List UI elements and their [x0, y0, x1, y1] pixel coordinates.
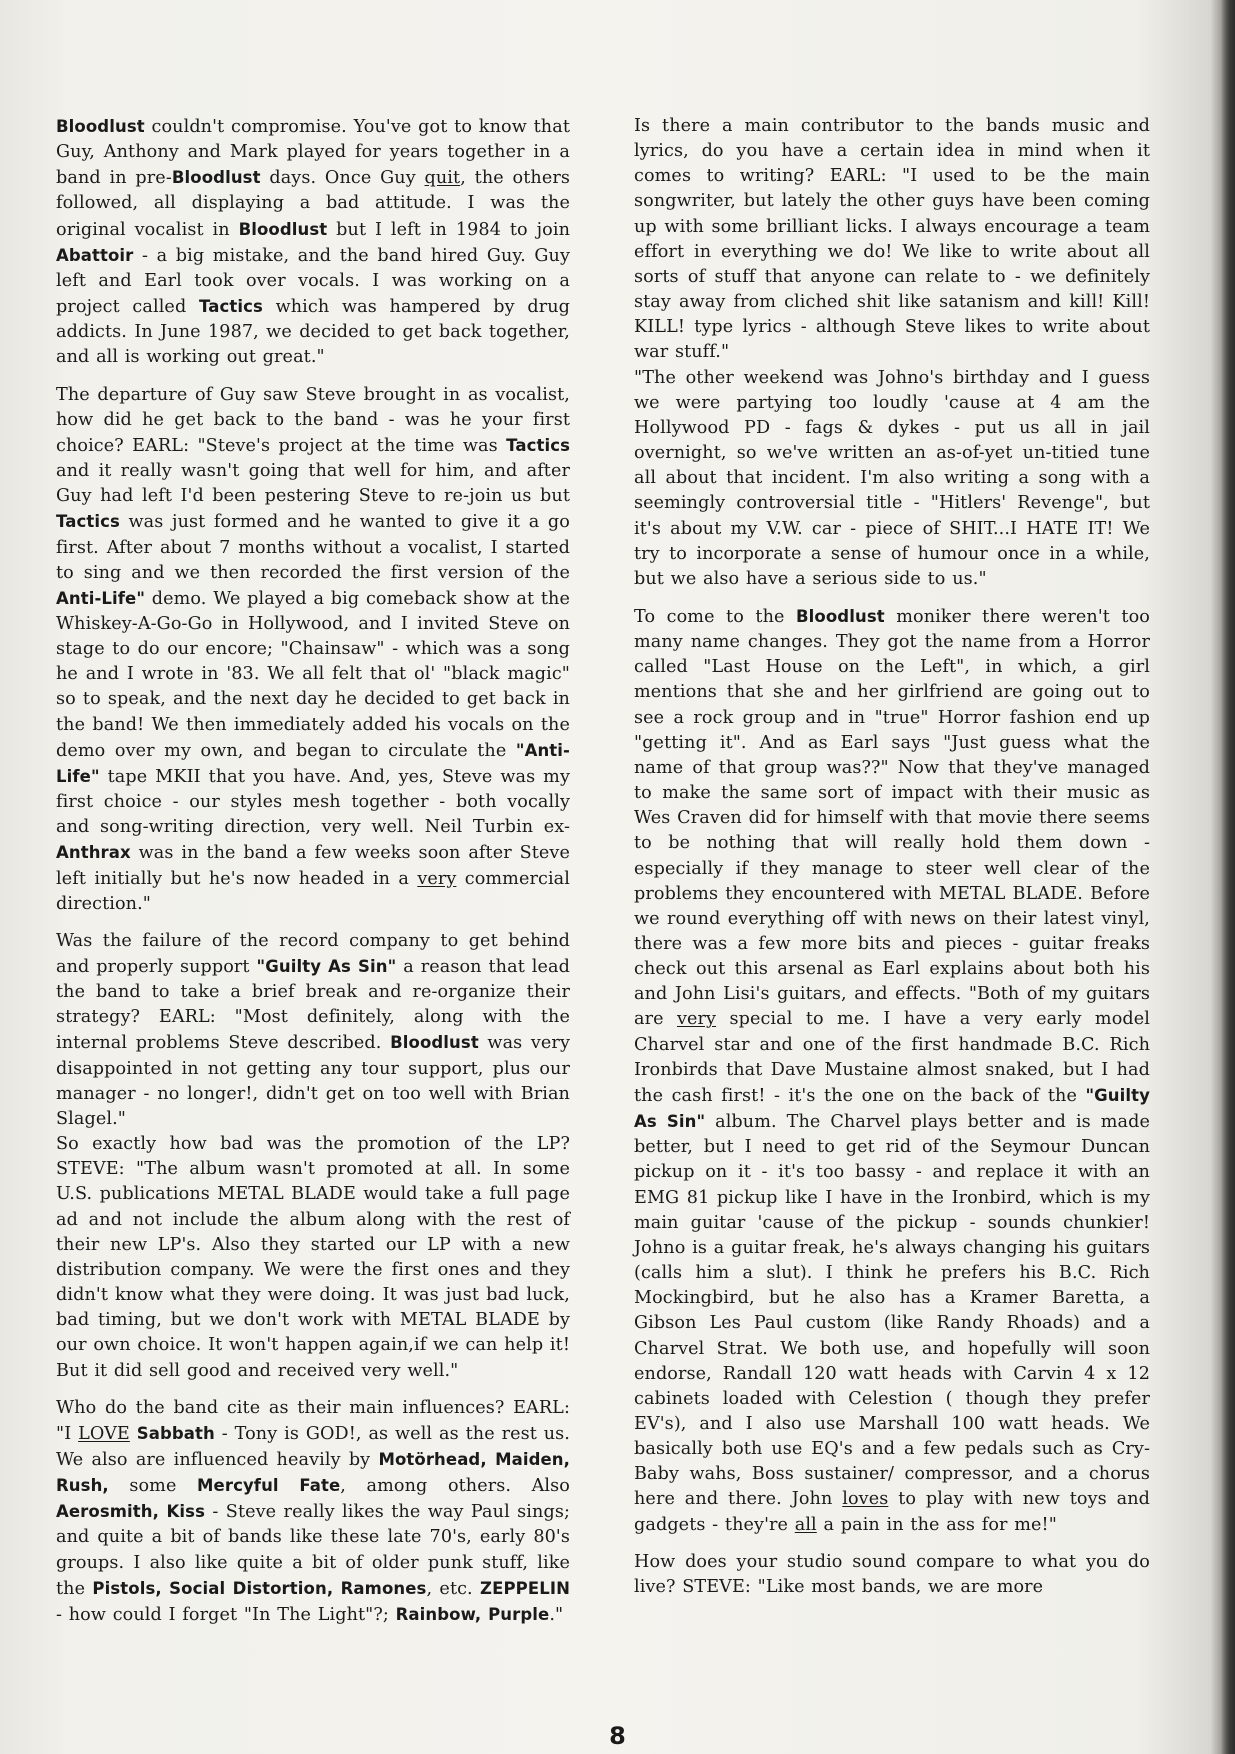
article-paragraph: [56, 929, 570, 1132]
text-run: Is there a main contributor to the bands music and lyrics, do you have a certain idea in mind when it comes to writing? EARL: "I used to be the main songwriter, but lately the other guys have been coming up with some brilliant licks. I always encourage a team effort in everything we do! We like to write about all sorts of stuff that anyone can relate to - we definitely stay away from cliched shit like satanism and kill! Kill! KILL! type lyrics - although Steve likes to write about war stuff.": [634, 116, 1150, 363]
text-run: tape MKII that you have. And, yes, Steve was my first choice - our styles mesh together - both vocally and song-writing direction, very well. Neil Turbin ex-: [56, 766, 570, 838]
text-run: and it really wasn't going that well for him, and after Guy had left I'd been pestering Steve to re-join us but: [56, 461, 570, 507]
bold-band-name: Tactics: [506, 435, 570, 455]
left-text-column: [56, 114, 570, 1640]
bold-band-name: Anti-Life": [56, 588, 146, 608]
text-run: was just formed and he wanted to give it a go first. After about 7 months without a vocalist, I started to sing and we then recorded the first version of the: [56, 512, 570, 583]
text-run: To come to the: [634, 606, 796, 627]
bold-band-name: Tactics: [56, 512, 120, 532]
text-run: , among others. Also: [340, 1476, 570, 1497]
underlined-emphasis: very: [417, 868, 457, 889]
text-run: - a big mistake, and the band hired Guy. Guy left and Earl took over vocals. I was working on a project called: [56, 245, 570, 318]
underlined-emphasis: loves: [842, 1489, 889, 1510]
bold-band-name: Aerosmith, Kiss: [56, 1502, 206, 1522]
underlined-emphasis: all: [794, 1514, 817, 1535]
bold-band-name: Abattoir: [56, 245, 134, 265]
article-paragraph: [56, 1132, 570, 1384]
bold-band-name: Tactics: [199, 297, 263, 317]
text-run: .": [549, 1604, 564, 1625]
underlined-emphasis: LOVE: [78, 1423, 130, 1444]
text-run: days. Once Guy: [260, 168, 425, 189]
text-run: So exactly how bad was the promotion of the LP? STEVE: "The album wasn't promoted at all. In some U.S. publications METAL BLADE would take a full page ad and not include the album along with the rest of their new LP's. Also they started our LP with a new distribution company. We were the first ones and they didn't know what they were doing. It was just bad luck, bad timing, but we don't work with METAL BLADE by our own choice. It won't happen again,if we can help it! But it did sell good and received very well.": [56, 1134, 570, 1381]
text-run: [130, 1424, 137, 1444]
bold-band-name: "Guilty As Sin": [634, 1085, 1150, 1132]
bold-band-name: Sabbath: [136, 1423, 215, 1443]
article-paragraph: [634, 366, 1150, 592]
text-run: "The other weekend was Johno's birthday and I guess we were partying too loudly 'cause at 4 am the Hollywood PD - fags & dykes - put us all in jail overnight, so we've written an as-of-yet un-titied tune all about that incident. I'm also writing a song with a seemingly controversial title - "Hitlers' Revenge", but it's about my V.W. car - piece of SHIT...I HATE IT! We try to incorporate a sense of humour once in a while, but we also have a serious side to us.": [634, 367, 1150, 589]
bold-band-name: Pistols, Social Distortion, Ramones: [92, 1578, 427, 1598]
bold-band-name: "Anti-Life": [56, 740, 570, 786]
text-run: a pain in the ass for me!": [816, 1514, 1057, 1535]
text-run: commercial direction.": [56, 868, 570, 914]
underlined-emphasis: very: [676, 1009, 717, 1030]
text-run: to play with new toys and gadgets - they're: [634, 1489, 1150, 1535]
underlined-emphasis: quit: [424, 168, 461, 189]
text-run: a reason that lead the band to take a brief break and re-organize their strategy? EARL: "Most definitely, along with the internal problems Steve described.: [56, 957, 570, 1054]
text-run: - Steve really likes the way Paul sings; and quite a bit of bands like these late 70's, early 80's groups. I also like quite a bit of older punk stuff, like the: [56, 1502, 570, 1599]
text-run: , the others followed, all displaying a bad attitude. I was the original vocalist in: [56, 168, 570, 240]
article-paragraph: [56, 383, 570, 917]
text-run: but I left in 1984 to join: [327, 219, 571, 240]
page-edge-shadow: [1221, 0, 1235, 1754]
text-run: which was hampered by drug addicts. In June 1987, we decided to get back together, and all is working out great.": [56, 297, 570, 368]
bold-band-name: Bloodlust: [56, 117, 145, 136]
text-run: , etc.: [426, 1578, 481, 1599]
text-run: Was the failure of the record company to get behind and properly support: [56, 930, 570, 977]
text-run: was in the band a few weeks soon after Steve left initially but he's now headed in a: [56, 843, 570, 889]
right-text-column: [634, 114, 1150, 1612]
article-paragraph: [634, 114, 1150, 366]
text-run: The departure of Guy saw Steve brought in as vocalist, how did he get back to the band - was he your first choice? EARL: "Steve's project at the time was: [56, 384, 570, 456]
article-paragraph: [634, 1550, 1150, 1600]
text-run: How does your studio sound compare to what you do live? STEVE: "Like most bands, we are more: [634, 1551, 1150, 1597]
article-paragraph: [634, 604, 1150, 1538]
text-run: demo. We played a big comeback show at the Whiskey-A-Go-Go in Hollywood, and I invited Steve on stage to do our encore; "Chainsaw" - which was a song he and I wrote in '83. We all felt that ol' "black magic" so to speak, and the next day he decided to get back in the band! We then immediately added his vocals on the demo over my own, and began to circulate the: [56, 588, 570, 761]
article-paragraph: [56, 1396, 570, 1628]
text-run: some: [108, 1476, 198, 1497]
bold-band-name: Rainbow, Purple: [395, 1604, 550, 1624]
bold-band-name: Mercyful Fate: [197, 1476, 341, 1496]
text-run: was very disappointed in not getting any tour support, plus our manager - no longer!, didn't get on too well with Brian Slagel.": [56, 1033, 570, 1129]
bold-band-name: ZEPPELIN: [480, 1578, 571, 1598]
text-run: special to me. I have a very early model Charvel star and one of the first handmade B.C. Rich Ironbirds that Dave Mustaine almost snaked, but I had the cash first! - it's the one on the back of the: [634, 1009, 1150, 1106]
text-run: album. The Charvel plays better and is made better, but I need to get rid of the Seymour Duncan pickup on it - it's too bassy - and replace it with an EMG 81 pickup like I have in the Ironbird, which is my main guitar 'cause of the pickup - sounds chunkier! Johno is a guitar freak, he's always changing his guitars (calls him a slut). I think he prefers his B.C. Rich Mockingbird, but he also has a Kramer Baretta, a Gibson Les Paul custom (like Randy Rhoads) and a Charvel Strat. We both use, and hopefully will soon endorse, Randall 120 watt heads with Carvin 4 x 12 cabinets loaded with Celestion ( though they prefer EV's), and I also use Marshall 100 watt heads. We basically both use EQ's and a few pedals such as Cry-Baby wahs, Boss sustainer/ compressor, and a chorus here and there. John: [634, 1112, 1151, 1510]
bold-band-name: Bloodlust: [390, 1033, 479, 1053]
bold-band-name: Bloodlust: [238, 219, 328, 239]
text-run: moniker there weren't too many name changes. They got the name from a Horror called "Last House on the Left", in which, a girl mentions that she and her girlfriend are going out to see a rock group and in "true" Horror fashion end up "getting it". And as Earl says "Just guess what the name of that group was??" Now that they've managed to make the same sort of impact with their music as Wes Craven did for himself with that movie there seems to be nothing that will really hold them down - especially if they manage to steer well clear of the problems they encountered with METAL BLADE. Before we round everything off with news on their latest vinyl, there was a few more bits and pieces - guitar freaks check out this arsenal as Earl explains about both his and John Lisi's guitars, and effects. "Both of my guitars are: [634, 606, 1150, 1030]
text-run: couldn't compromise. You've got to know that Guy, Anthony and Mark played for years together in a band in pre-: [56, 117, 570, 189]
bold-band-name: "Guilty As Sin": [256, 957, 397, 976]
text-run: - Tony is GOD!, as well as the rest us. We also are influenced heavily by: [56, 1423, 571, 1470]
article-paragraph: [56, 114, 570, 371]
text-run: - how could I forget "In The Light"?;: [56, 1604, 396, 1625]
bold-band-name: Anthrax: [56, 843, 131, 863]
page-number: 8: [609, 1722, 626, 1750]
bold-band-name: Bloodlust: [171, 168, 261, 188]
bold-band-name: Motörhead, Maiden, Rush,: [56, 1449, 570, 1496]
text-run: Who do the band cite as their main influences? EARL: "I: [56, 1397, 570, 1444]
bold-band-name: Bloodlust: [796, 606, 885, 626]
